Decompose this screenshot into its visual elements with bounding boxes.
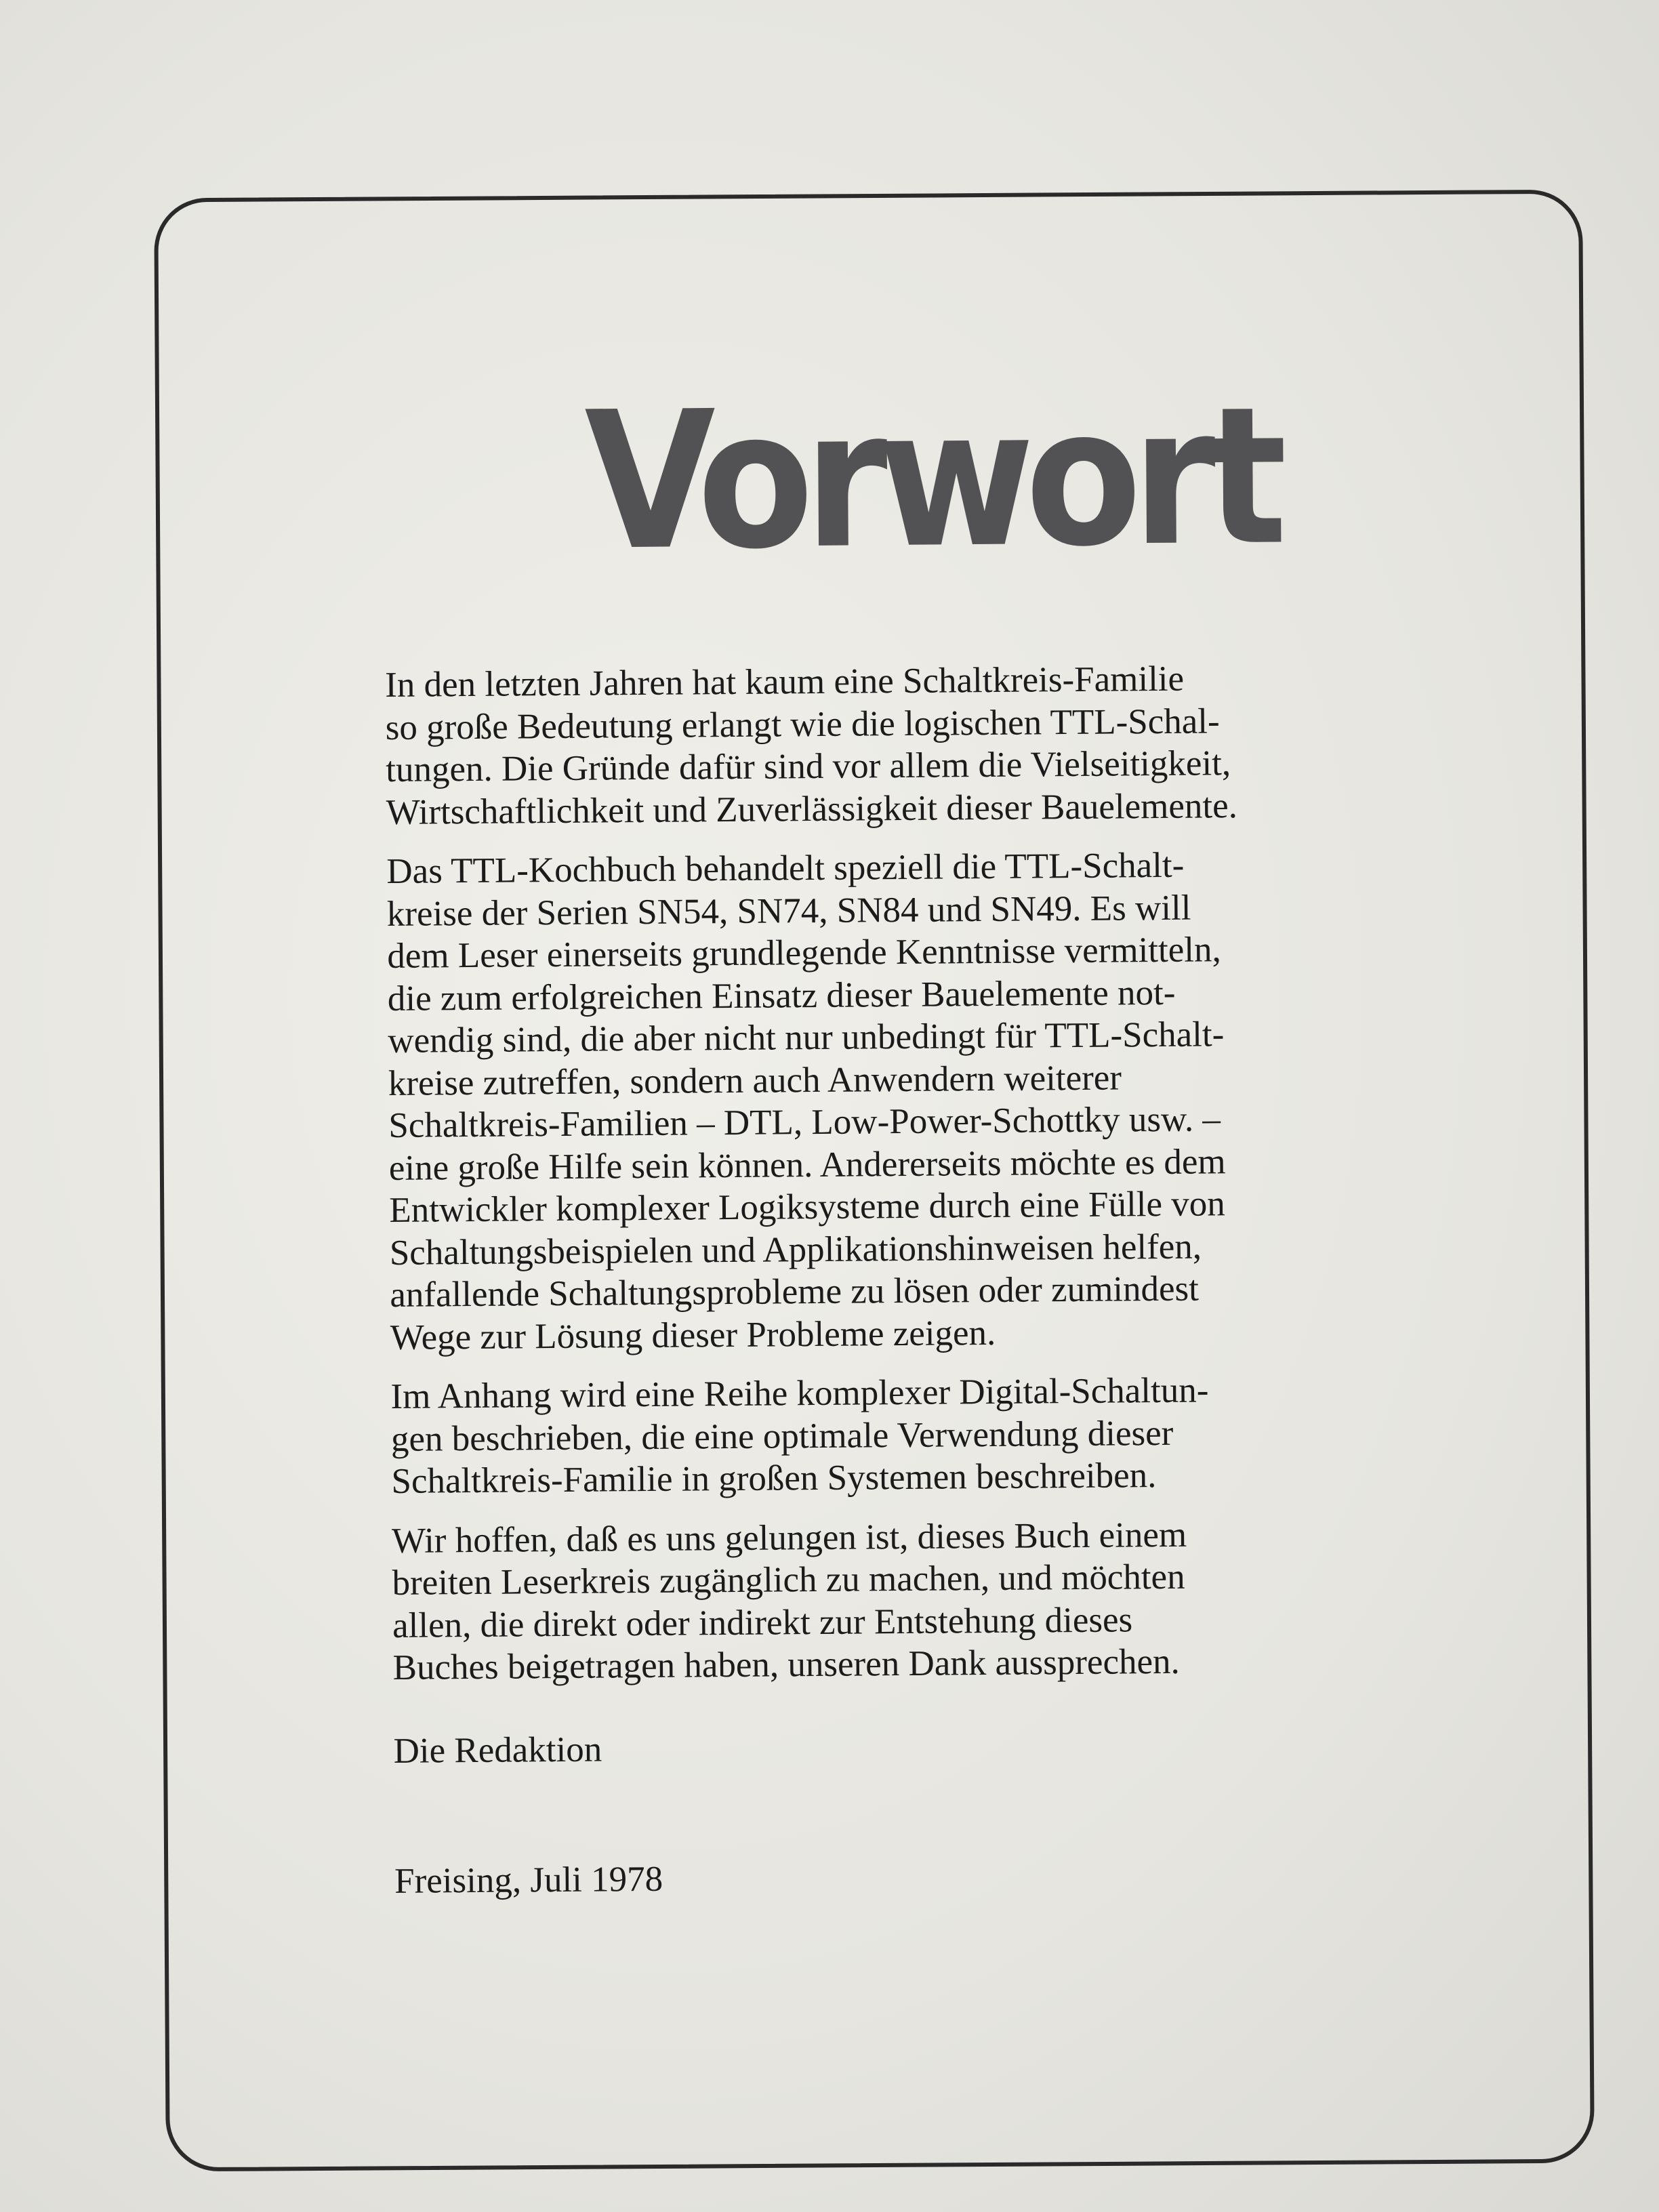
- text-line: dem Leser einerseits grundlegende Kenntnisse vermitteln,: [387, 930, 1221, 976]
- text-line: so große Bedeutung erlangt wie die logischen TTL-Schal-: [385, 701, 1220, 747]
- foreword-body: [385, 656, 1425, 1902]
- place-date: Freising, Juli 1978: [394, 1859, 663, 1901]
- text-line: Wege zur Lösung dieser Probleme zeigen.: [390, 1313, 996, 1357]
- paragraph: [386, 842, 1420, 1359]
- text-line: Das TTL-Kochbuch behandelt speziell die TTL-Schalt-: [386, 845, 1185, 891]
- text-line: In den letzten Jahren hat kaum eine Schaltkreis-Familie: [385, 659, 1185, 705]
- text-line: tungen. Die Gründe dafür sind vor allem die Vielseitigkeit,: [385, 743, 1231, 790]
- paragraph: [392, 1512, 1423, 1689]
- text-line: Im Anhang wird eine Reihe komplexer Digital-Schaltun-: [390, 1370, 1209, 1416]
- text-line: breiten Leserkreis zugänglich zu machen, und möchten: [392, 1557, 1185, 1603]
- text-line: Schaltkreis-Familien – DTL, Low-Power-Schottky usw. –: [388, 1099, 1221, 1145]
- text-line: Wirtschaftlichkeit und Zuverlässigkeit dieser Bauelemente.: [386, 785, 1238, 832]
- text-line: anfallende Schaltungsprobleme zu lösen oder zumindest: [390, 1269, 1200, 1315]
- signature: Die Redaktion: [393, 1729, 602, 1771]
- text-line: eine große Hilfe sein können. Andererseits möchte es dem: [388, 1141, 1226, 1188]
- text-line: Schaltungsbeispielen und Applikationshinweisen helfen,: [389, 1227, 1202, 1273]
- text-line: Buches beigetragen haben, unseren Dank aussprechen.: [392, 1641, 1180, 1687]
- text-line: Entwickler komplexer Logiksysteme durch eine Fülle von: [389, 1184, 1225, 1230]
- text-line: kreise zutreffen, sondern auch Anwendern weiterer: [388, 1057, 1122, 1103]
- text-line: Schaltkreis-Familie in großen Systemen beschreiben.: [391, 1456, 1157, 1501]
- paragraph: [385, 656, 1416, 834]
- text-line: wendig sind, die aber nicht nur unbedingt für TTL-Schalt-: [388, 1015, 1225, 1061]
- text-line: allen, die direkt oder indirekt zur Entstehung dieses: [392, 1599, 1133, 1645]
- text-line: Wir hoffen, daß es uns gelungen ist, dieses Buch einem: [391, 1515, 1187, 1561]
- text-line: kreise der Serien SN54, SN74, SN84 und SN49. Es will: [386, 888, 1191, 934]
- text-line: gen beschrieben, die eine optimale Verwendung dieser: [390, 1413, 1174, 1459]
- text-line: die zum erfolgreichen Einsatz dieser Bauelemente not-: [387, 972, 1176, 1019]
- paragraph: [390, 1368, 1421, 1502]
- page-title: Vorwort: [583, 365, 1279, 592]
